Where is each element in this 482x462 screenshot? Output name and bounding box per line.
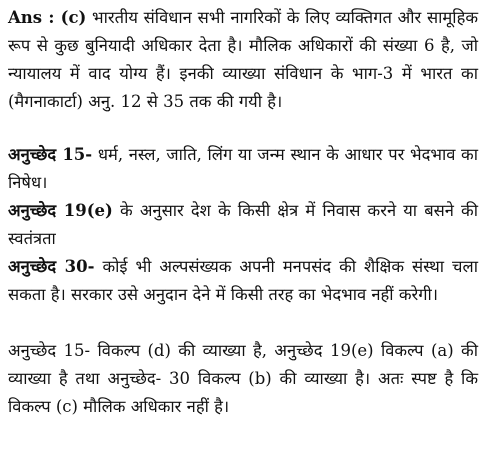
answer-paragraph: [8, 4, 478, 141]
answer-document: [8, 4, 478, 421]
article-15-text: धर्म, नस्ल, जाति, लिंग या जन्म स्थान के आधार पर भेदभाव का निषेध।: [8, 145, 479, 192]
article-19e-text: के अनुसार देश के किसी क्षेत्र में निवास करने या बसने की स्वतंत्रता: [8, 201, 479, 248]
answer-label: Ans : (c): [8, 8, 87, 27]
article-19e-paragraph: [8, 197, 478, 253]
article-15-paragraph: [8, 141, 478, 197]
article-15-label: अनुच्छेद 15-: [8, 145, 93, 164]
article-30-text: कोई भी अल्पसंख्यक अपनी मनपसंद की शैक्षिक संस्था चला सकता है। सरकार उसे अनुदान देने में किसी तरह का भेदभाव नहीं करेगी।: [8, 257, 478, 304]
conclusion-text: अनुच्छेद 15- विकल्प (d) की व्याख्या है, अनुच्छेद 19(e) विकल्प (a) की व्याख्या है तथा अनुच्छेद- 30 विकल्प (b) की व्याख्या है। अतः स्पष्ट है कि विकल्प (c) मौलिक अधिकार नहीं है।: [8, 341, 478, 416]
article-30-label: अनुच्छेद 30-: [8, 257, 95, 276]
article-30-paragraph: [8, 253, 478, 337]
answer-text: भारतीय संविधान सभी नागरिकों के लिए व्यक्तिगत और सामूहिक रूप से कुछ बुनियादी अधिकार देता है। मौलिक अधिकारों की संख्या 6 है, जो न्यायालय में वाद योग्य हैं। इनकी व्याख्या संविधान के भाग-3 में भारत का (मैगनाकार्टा) अनु. 12 से 35 तक की गयी है।: [8, 8, 478, 111]
conclusion-paragraph: [8, 337, 478, 421]
article-19e-label: अनुच्छेद 19(e): [8, 201, 113, 220]
